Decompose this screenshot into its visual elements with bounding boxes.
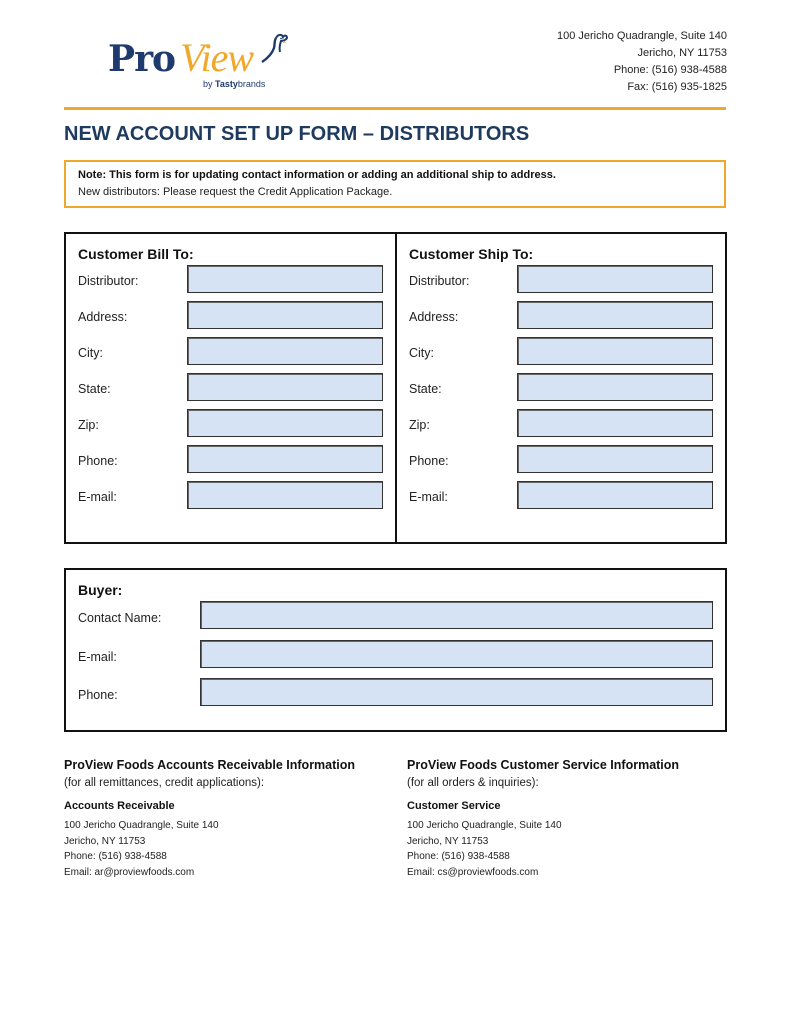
tagline-tasty: Tasty (215, 79, 238, 89)
logo-view-text: View (180, 35, 254, 80)
ship-zip-input[interactable] (517, 409, 713, 437)
logo-pro-text: Pro (108, 38, 176, 80)
header-divider (64, 107, 726, 110)
ship-zip-label: Zip: (409, 418, 430, 432)
ship-phone-label: Phone: (409, 454, 449, 468)
cs-subtitle: (for all orders & inquiries): (407, 777, 539, 789)
bill-phone-input[interactable] (187, 445, 383, 473)
customer-service-info (407, 758, 727, 880)
ar-address-line: Jericho, NY 11753 (64, 835, 146, 847)
buyer-phone-input[interactable] (200, 678, 713, 706)
bill-zip-input[interactable] (187, 409, 383, 437)
bill-distributor-label: Distributor: (78, 274, 139, 288)
note-line-bold: Note: This form is for updating contact information or adding an additional ship to address. (78, 169, 556, 181)
bill-state-input[interactable] (187, 373, 383, 401)
ship-distributor-label: Distributor: (409, 274, 470, 288)
header-phone: Phone: (516) 938-4588 (613, 64, 727, 76)
buyer-contact-name-label: Contact Name: (78, 611, 162, 625)
ar-dept: Accounts Receivable (64, 800, 175, 812)
ship-distributor-input[interactable] (517, 265, 713, 293)
note-line: New distributors: Please request the Credit Application Package. (78, 186, 393, 198)
ship-city-label: City: (409, 346, 434, 360)
buyer-email-label: E-mail: (78, 650, 117, 664)
tagline-brands: brands (237, 79, 266, 89)
cs-title: ProView Foods Customer Service Information (407, 758, 680, 772)
cs-email: Email: cs@proviewfoods.com (407, 866, 539, 878)
ship-to-section (395, 232, 727, 544)
rooster-icon (258, 32, 290, 71)
ar-email: Email: ar@proviewfoods.com (64, 866, 195, 878)
ar-title: ProView Foods Accounts Receivable Information (64, 758, 356, 772)
cs-address-line: Jericho, NY 11753 (407, 835, 489, 847)
ship-state-label: State: (409, 382, 442, 396)
page-title: NEW ACCOUNT SET UP FORM – DISTRIBUTORS (64, 123, 530, 145)
bill-to-title: Customer Bill To: (78, 246, 194, 262)
ship-address-input[interactable] (517, 301, 713, 329)
ar-address-line: 100 Jericho Quadrangle, Suite 140 (64, 820, 219, 831)
ship-city-input[interactable] (517, 337, 713, 365)
cs-phone: Phone: (516) 938-4588 (407, 851, 510, 862)
buyer-title: Buyer: (78, 582, 123, 598)
bill-city-label: City: (78, 346, 103, 360)
tagline-by: by (203, 79, 216, 89)
header-fax: Fax: (516) 935-1825 (627, 81, 727, 93)
logo-tagline (203, 79, 265, 89)
bill-state-label: State: (78, 382, 111, 396)
ship-address-label: Address: (409, 310, 459, 324)
bill-email-input[interactable] (187, 481, 383, 509)
bill-distributor-input[interactable] (187, 265, 383, 293)
ship-to-title: Customer Ship To: (409, 246, 534, 262)
ar-subtitle: (for all remittances, credit applications): (64, 777, 265, 789)
buyer-email-input[interactable] (200, 640, 713, 668)
ar-phone: Phone: (516) 938-4588 (64, 851, 167, 862)
bill-address-label: Address: (78, 310, 128, 324)
ship-state-input[interactable] (517, 373, 713, 401)
header-address-line: Jericho, NY 11753 (637, 47, 727, 59)
bill-to-section (64, 232, 397, 544)
cs-address-line: 100 Jericho Quadrangle, Suite 140 (407, 820, 562, 831)
buyer-section (64, 568, 727, 732)
bill-address-input[interactable] (187, 301, 383, 329)
proview-logo (108, 32, 288, 94)
accounts-receivable-info (64, 758, 394, 880)
bill-zip-label: Zip: (78, 418, 99, 432)
bill-phone-label: Phone: (78, 454, 118, 468)
ship-email-label: E-mail: (409, 490, 448, 504)
ship-email-input[interactable] (517, 481, 713, 509)
buyer-contact-name-input[interactable] (200, 601, 713, 629)
buyer-phone-label: Phone: (78, 688, 118, 702)
header-address (557, 28, 727, 96)
bill-email-label: E-mail: (78, 490, 117, 504)
bill-city-input[interactable] (187, 337, 383, 365)
cs-dept: Customer Service (407, 800, 501, 812)
note-box (64, 160, 726, 208)
ship-phone-input[interactable] (517, 445, 713, 473)
header-address-line: 100 Jericho Quadrangle, Suite 140 (556, 30, 727, 42)
